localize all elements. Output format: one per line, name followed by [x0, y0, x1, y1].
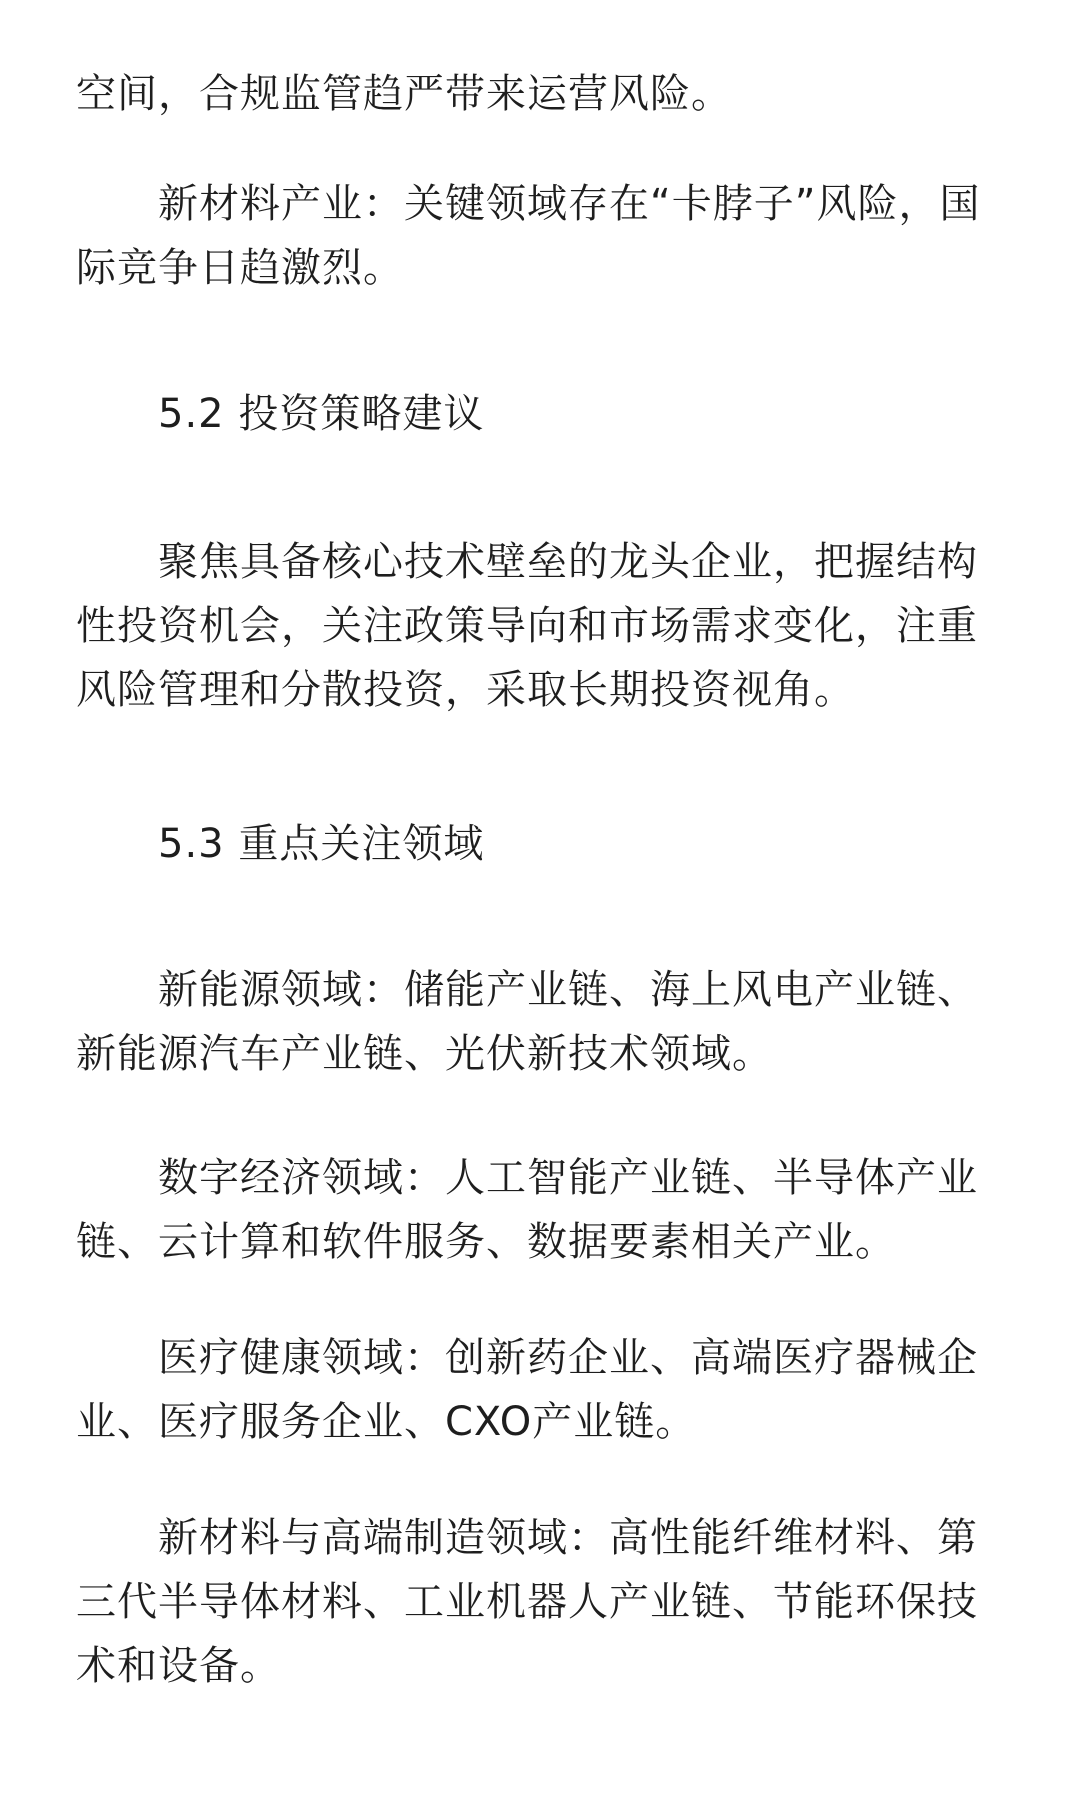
- paragraph-new-materials-risk: 新材料产业：关键领域存在“卡脖子”风险，国际竞争日趋激烈。: [76, 181, 981, 291]
- section-heading-5-2: 5.2 投资策略建议: [158, 391, 485, 437]
- paragraph-digital-economy: 数字经济领域：人工智能产业链、半导体产业链、云计算和软件服务、数据要素相关产业。: [76, 1155, 978, 1265]
- paragraph-healthcare: 医疗健康领域：创新药企业、高端医疗器械企业、医疗服务企业、CXO产业链。: [76, 1335, 978, 1445]
- paragraph-continued: 空间，合规监管趋严带来运营风险。: [76, 71, 732, 117]
- paragraph-investment-strategy: 聚焦具备核心技术壁垒的龙头企业，把握结构性投资机会，关注政策导向和市场需求变化，注重风险管理和分散投资，采取长期投资视角。: [76, 539, 978, 713]
- section-heading-5-3: 5.3 重点关注领域: [158, 821, 485, 867]
- paragraph-materials-manufacturing: 新材料与高端制造领域：高性能纤维材料、第三代半导体材料、工业机器人产业链、节能环保技术和设备。: [76, 1515, 978, 1689]
- paragraph-new-energy: 新能源领域：储能产业链、海上风电产业链、新能源汽车产业链、光伏新技术领域。: [76, 967, 978, 1077]
